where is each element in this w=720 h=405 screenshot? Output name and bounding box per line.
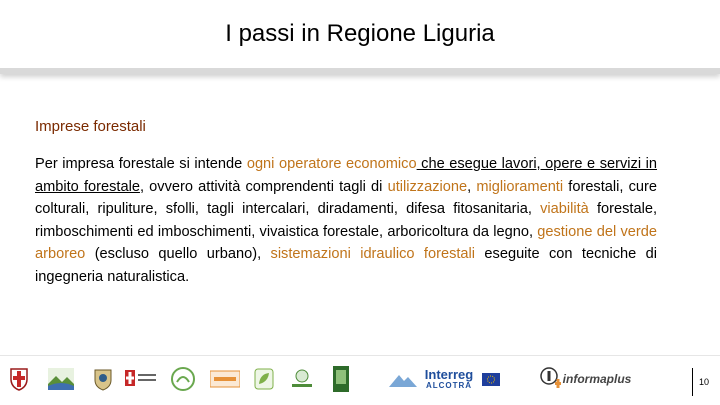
text-run: forestale, rimboschimenti ed imboschimenti, vivaistica forestale, arboricoltura da legno, xyxy=(35,201,657,240)
crest-logo xyxy=(90,366,116,392)
text-run: , xyxy=(467,178,477,195)
title-bar xyxy=(0,0,720,74)
underlined-text: che esegue lavori, opere e servizi in ambito forestale xyxy=(35,156,658,195)
informaplus-wordmark xyxy=(562,366,632,392)
definition-paragraph xyxy=(35,153,657,288)
project-name: informaplus xyxy=(562,372,632,386)
highlight-term: gestione del verde arboreo xyxy=(35,223,657,262)
regione-liguria-logo xyxy=(8,366,30,392)
highlight-term: viabilità xyxy=(540,201,589,217)
landscape-logo xyxy=(48,366,74,392)
text-run: , ovvero attività comprendenti tagli di xyxy=(139,178,388,195)
interreg-logo xyxy=(418,366,480,392)
interreg-program: ALCOTRA xyxy=(425,380,473,390)
highlight-term: ogni operatore economico xyxy=(246,156,417,172)
highlight-term: utilizzazione xyxy=(387,178,468,195)
text-run: eseguite con tecniche di ingegneria naturalistica. xyxy=(35,246,657,285)
slide-title: I passi in Regione Liguria xyxy=(225,20,495,47)
interreg-name: Interreg xyxy=(424,366,474,382)
green-circle-logo xyxy=(170,366,196,392)
green-panel-logo xyxy=(332,366,350,392)
informaplus-emblem-icon xyxy=(538,366,564,392)
section-heading: Imprese forestali xyxy=(35,118,146,135)
text-run: (escluso quello urbano), xyxy=(85,246,271,262)
text-run: Per impresa forestale si intende xyxy=(35,156,247,172)
mountain-logo xyxy=(388,366,418,392)
page-number: 10 xyxy=(692,368,715,396)
regione-piemonte-logo xyxy=(125,366,157,392)
highlight-term: miglioramenti xyxy=(476,178,564,195)
seppa-logo xyxy=(210,366,240,392)
footer-divider xyxy=(0,355,720,356)
leaf-logo xyxy=(253,366,275,392)
iseta-logo xyxy=(288,366,316,392)
eu-flag-icon xyxy=(482,366,500,392)
highlight-term: sistemazioni idraulico forestali xyxy=(270,246,476,262)
text-run: forestali, cure colturali, ripuliture, sfolli, tagli intercalari, diradamenti, difesa fitosanitaria, xyxy=(35,178,657,217)
